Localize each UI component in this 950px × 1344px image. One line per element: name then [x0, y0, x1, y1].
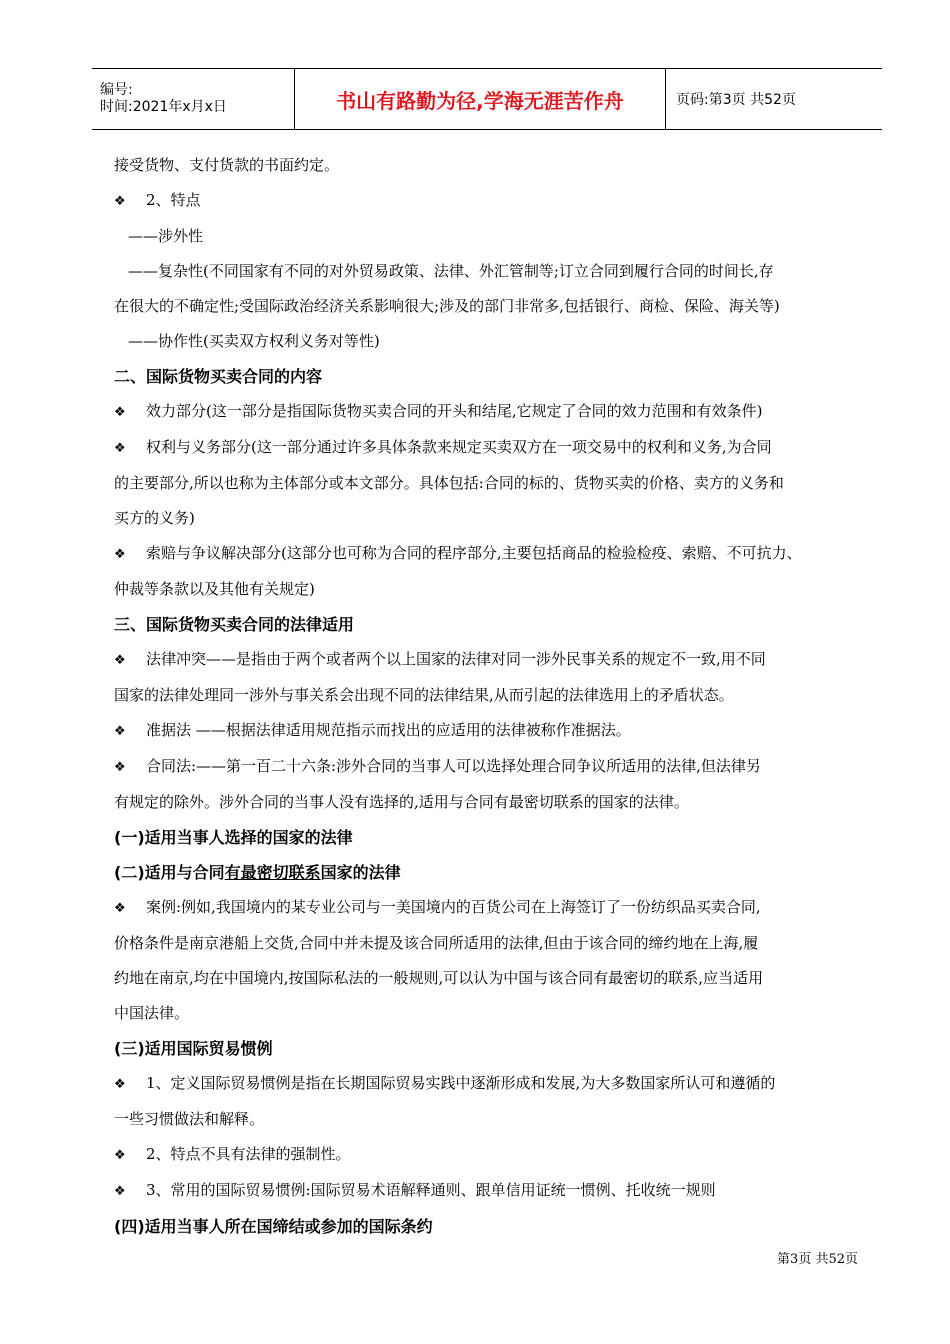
paragraph-line: 中国法律。	[114, 1004, 190, 1022]
bullet-item	[114, 890, 874, 926]
diamond-bullet-icon: ❖	[114, 441, 126, 456]
diamond-bullet-icon: ❖	[114, 1184, 126, 1199]
bullet-text: 准据法 ——根据法律适用规范指示而找出的应适用的法律被称作准据法。	[146, 721, 631, 739]
document-time-label: 时间:2021年x月x日	[100, 99, 227, 115]
header-meta	[92, 69, 294, 129]
heading-part: 国家的法律	[320, 863, 401, 882]
paragraph-line: 仲裁等条款以及其他有关规定)	[114, 580, 315, 598]
bullet-text: 合同法:——第一百二十六条:涉外合同的当事人可以选择处理合同争议所适用的法律,但法律另	[146, 757, 761, 775]
section-heading: 三、国际货物买卖合同的法律适用	[114, 615, 355, 634]
diamond-bullet-icon: ❖	[114, 901, 126, 916]
bullet-item	[114, 183, 874, 219]
diamond-bullet-icon: ❖	[114, 760, 126, 775]
diamond-bullet-icon: ❖	[114, 724, 126, 739]
bullet-text: 2、特点不具有法律的强制性。	[146, 1145, 351, 1163]
diamond-bullet-icon: ❖	[114, 653, 126, 668]
bullet-text: 3、常用的国际贸易惯例:国际贸易术语解释通则、跟单信用证统一惯例、托收统一规则	[146, 1181, 716, 1199]
document-body	[114, 148, 874, 1244]
paragraph-line: ——复杂性(不同国家有不同的对外贸易政策、法律、外汇管制等;订立合同到履行合同的时间长,存	[128, 262, 774, 280]
bullet-text: 案例:例如,我国境内的某专业公司与一美国境内的百货公司在上海签订了一份纺织品买卖合同,	[146, 898, 761, 916]
bullet-item	[114, 394, 874, 430]
paragraph-line: 在很大的不确定性;受国际政治经济关系影响很大;涉及的部门非常多,包括银行、商检、保险、海关等)	[114, 297, 780, 315]
header-page-number: 页码:第3页 共52页	[676, 92, 796, 108]
bullet-item	[114, 1066, 874, 1102]
paragraph-line: 约地在南京,均在中国境内,按国际私法的一般规则,可以认为中国与该合同有最密切的联系,应当适用	[114, 969, 764, 987]
bullet-text: 1、定义国际贸易惯例是指在长期国际贸易实践中逐渐形成和发展,为大多数国家所认可和遵循的	[146, 1074, 776, 1092]
page-footer: 第3页 共52页	[777, 1252, 858, 1267]
diamond-bullet-icon: ❖	[114, 547, 126, 562]
diamond-bullet-icon: ❖	[114, 194, 126, 209]
paragraph-line: 价格条件是南京港船上交货,合同中并未提及该合同所适用的法律,但由于该合同的缔约地在上海,履	[114, 934, 759, 952]
diamond-bullet-icon: ❖	[114, 1077, 126, 1092]
subsection-heading: (三)适用国际贸易惯例	[114, 1039, 273, 1058]
paragraph-line: 的主要部分,所以也称为主体部分或本文部分。具体包括:合同的标的、货物买卖的价格、卖方的义务和	[114, 474, 784, 492]
heading-part: (二)适用与合同	[114, 863, 225, 882]
diamond-bullet-icon: ❖	[114, 405, 126, 420]
bullet-item	[114, 536, 874, 572]
page-header	[92, 68, 882, 130]
diamond-bullet-icon: ❖	[114, 1148, 126, 1163]
bullet-text: 权利与义务部分(这一部分通过许多具体条款来规定买卖双方在一项交易中的权利和义务,为合同	[146, 438, 772, 456]
bullet-text: 2、特点	[146, 191, 201, 209]
subsection-heading: (四)适用当事人所在国缔结或参加的国际条约	[114, 1217, 433, 1236]
paragraph-line: ——协作性(买卖双方权利义务对等性)	[128, 332, 380, 350]
subsection-heading: (一)适用当事人选择的国家的法律	[114, 828, 353, 847]
bullet-item	[114, 713, 874, 749]
paragraph-line: 买方的义务)	[114, 509, 195, 527]
bullet-item	[114, 1173, 874, 1209]
underlined-phrase: 有最密切联系	[224, 863, 321, 882]
paragraph-line: 有规定的除外。涉外合同的当事人没有选择的,适用与合同有最密切联系的国家的法律。	[114, 793, 689, 811]
document-number-label: 编号:	[100, 82, 133, 98]
paragraph-line: 接受货物、支付货款的书面约定。	[114, 156, 340, 174]
paragraph-line: ——涉外性	[128, 227, 204, 245]
subsection-heading	[114, 855, 874, 890]
section-heading: 二、国际货物买卖合同的内容	[114, 367, 323, 386]
bullet-item	[114, 642, 874, 678]
bullet-text: 法律冲突——是指由于两个或者两个以上国家的法律对同一涉外民事关系的规定不一致,用不同	[146, 650, 766, 668]
bullet-item	[114, 1137, 874, 1173]
bullet-item	[114, 749, 874, 785]
paragraph-line: 一些习惯做法和解释。	[114, 1110, 265, 1128]
paragraph-line: 国家的法律处理同一涉外与事关系会出现不同的法律结果,从而引起的法律选用上的矛盾状态。	[114, 686, 734, 704]
header-motto: 书山有路勤为径,学海无涯苦作舟	[294, 69, 666, 129]
bullet-text: 效力部分(这一部分是指国际货物买卖合同的开头和结尾,它规定了合同的效力范围和有效条件)	[146, 402, 763, 420]
bullet-text: 索赔与争议解决部分(这部分也可称为合同的程序部分,主要包括商品的检验检疫、索赔、不可抗力、	[146, 544, 802, 562]
bullet-item	[114, 430, 874, 466]
